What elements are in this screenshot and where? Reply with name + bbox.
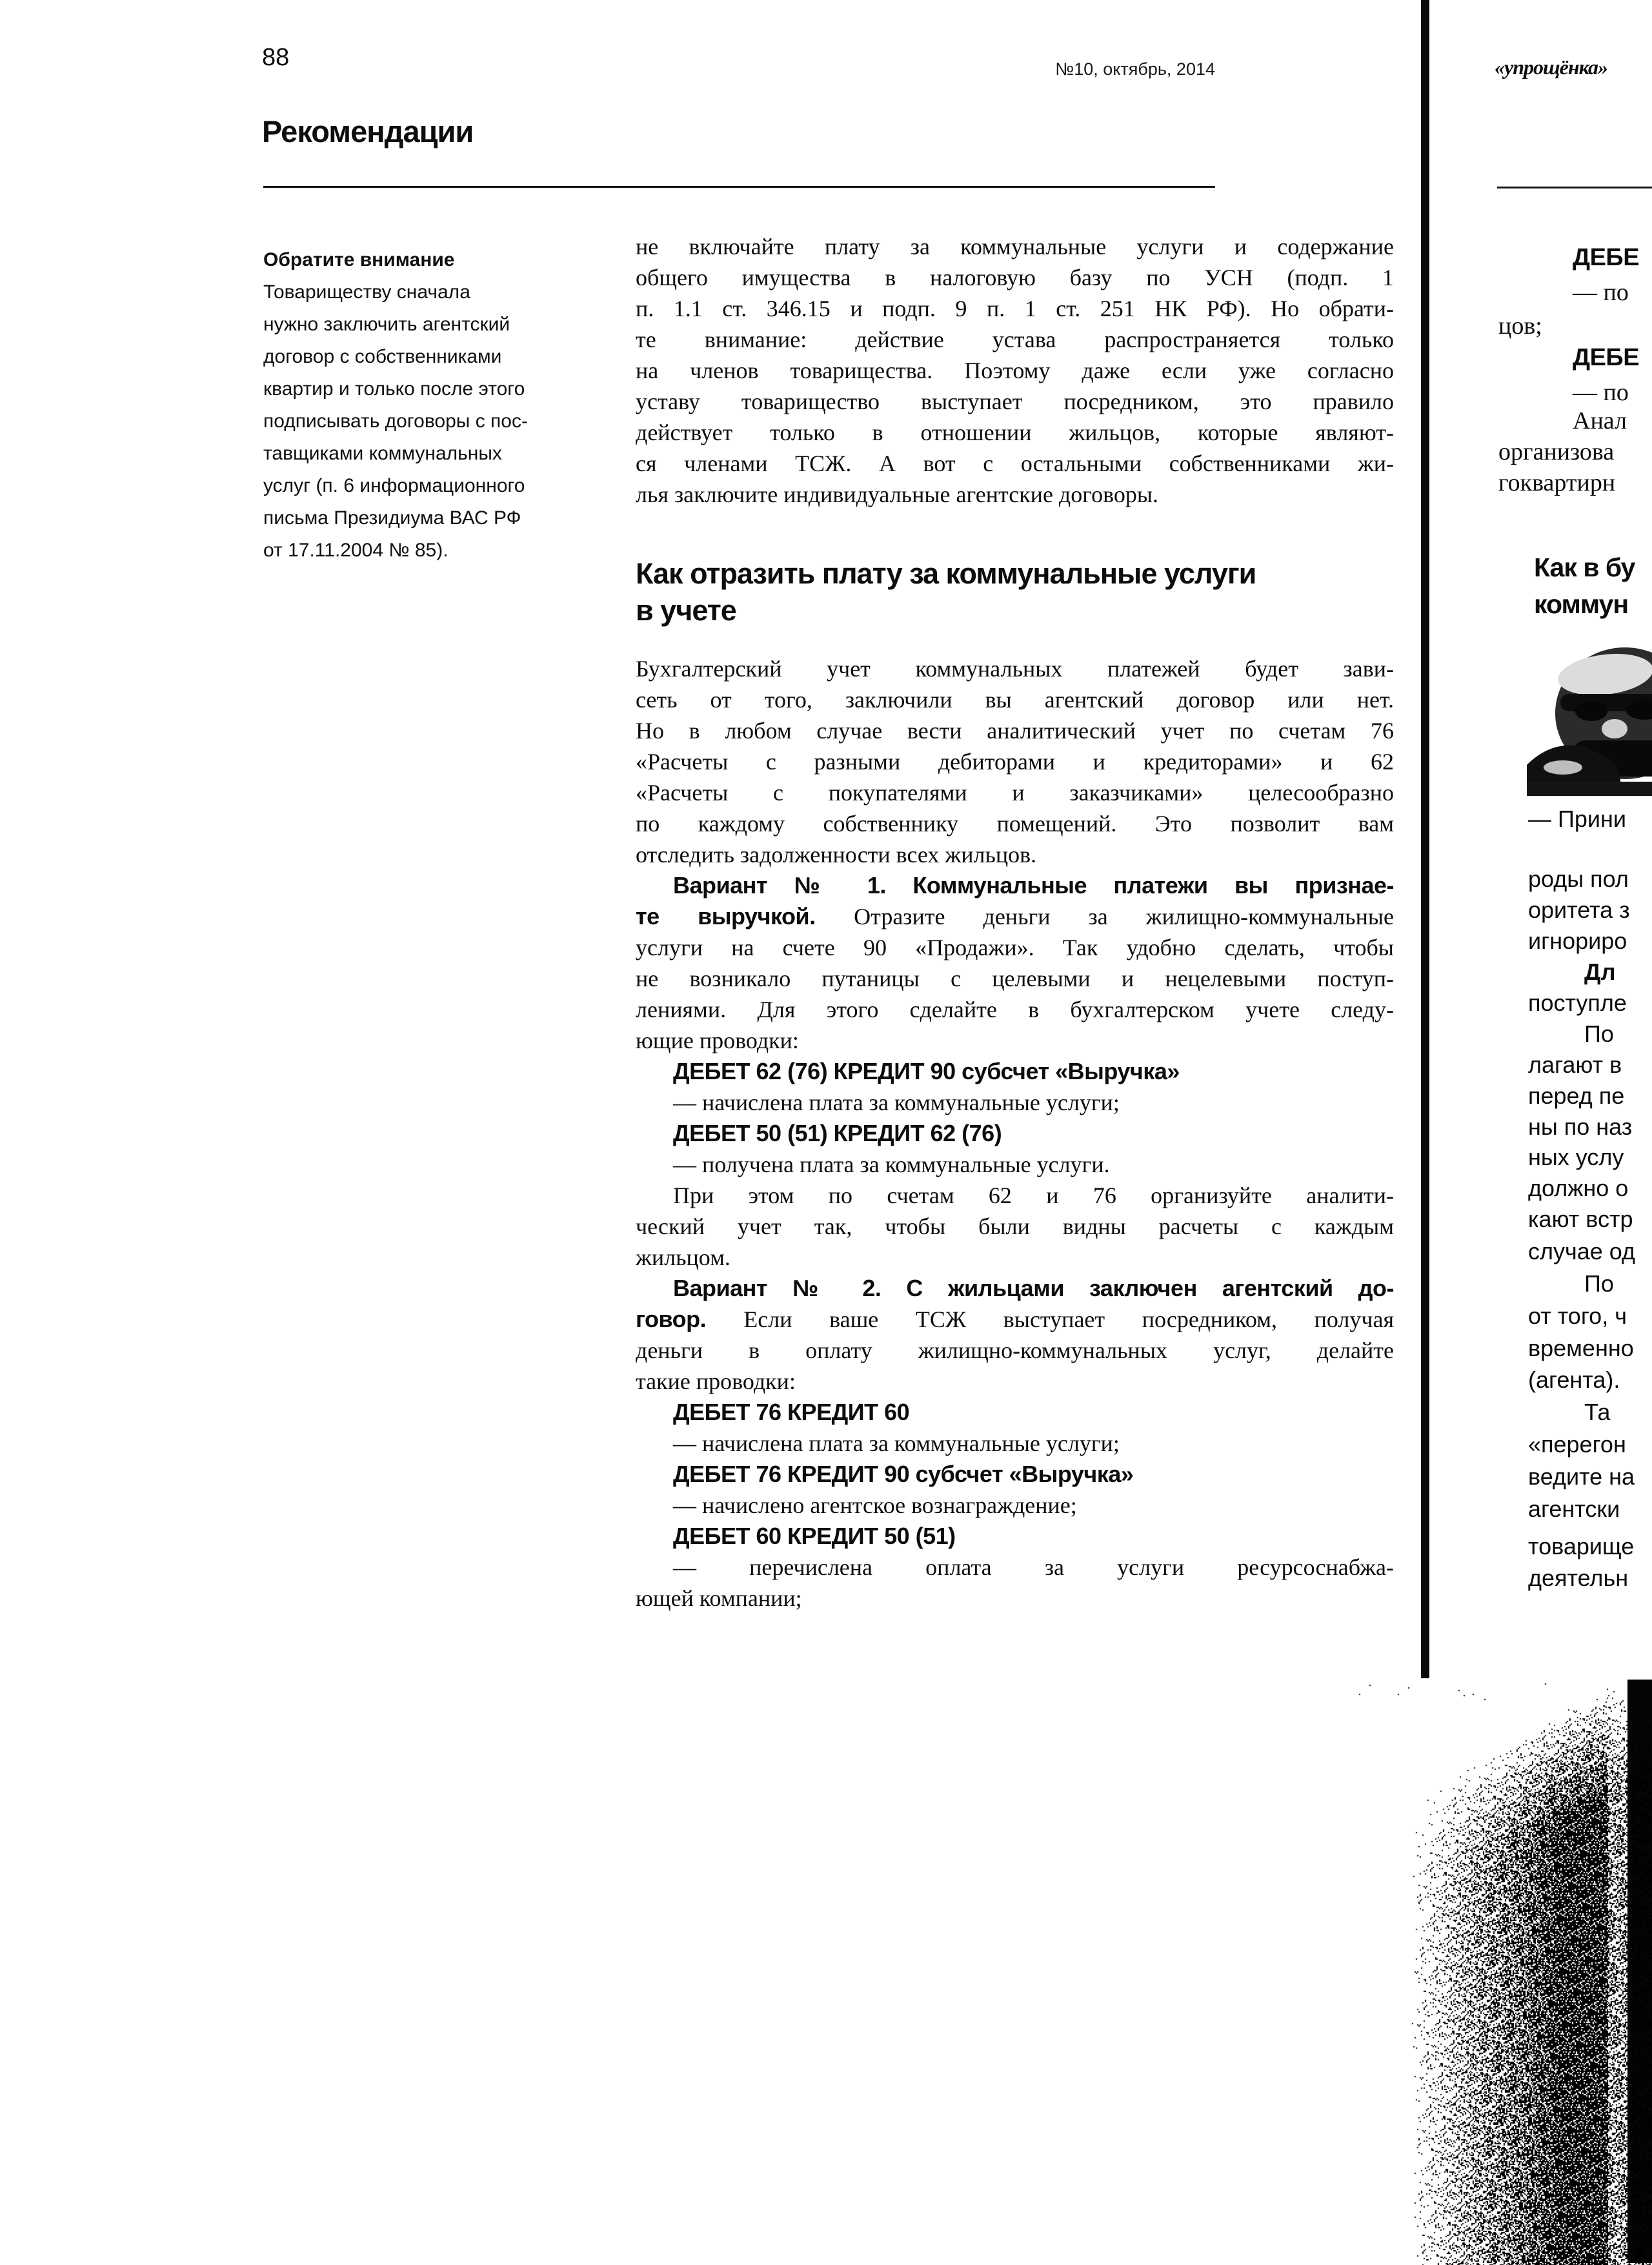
text-line — [636, 1149, 1394, 1180]
clipped-text-line: роды пол — [1528, 866, 1629, 892]
sidebar-note — [263, 244, 634, 567]
text-line — [636, 1180, 1394, 1211]
clipped-text-line: Как в бу — [1534, 553, 1635, 582]
text-line: квартир и только после этого — [263, 378, 525, 400]
text-line — [636, 1273, 1394, 1304]
text-segment: лья заключите индивидуальные агентские договоры. — [636, 482, 1159, 507]
clipped-text-line: Анал — [1573, 407, 1627, 434]
page-gutter-line — [1421, 0, 1429, 1678]
text-line — [636, 1335, 1394, 1366]
text-line — [636, 684, 1394, 715]
sidebar-note-title: Обратите внимание — [263, 249, 455, 270]
clipped-text-line: ных услу — [1528, 1144, 1624, 1170]
text-line — [636, 448, 1394, 479]
text-line — [636, 1056, 1394, 1087]
section-title: Рекомендации — [262, 114, 474, 148]
text-line — [636, 1552, 1394, 1583]
text-line — [636, 231, 1394, 262]
bold-text-segment: ДЕБЕТ 60 КРЕДИТ 50 (51) — [673, 1523, 956, 1549]
text-segment: по каждому собственнику помещений. Это позволит вам — [636, 811, 1394, 837]
clipped-text-line: Дл — [1584, 959, 1616, 985]
clipped-text-line: деятельн — [1528, 1565, 1629, 1591]
clipped-text-line: цов; — [1498, 312, 1542, 340]
clipped-text-line: ны по наз — [1528, 1113, 1633, 1140]
text-line: договор с собственниками — [263, 346, 502, 367]
text-line — [636, 1583, 1394, 1614]
clipped-text-line: (агента). — [1528, 1366, 1620, 1393]
bold-text-segment: Вариант № 1. Коммунальные платежи вы признае- — [673, 872, 1394, 899]
text-line — [636, 1087, 1394, 1118]
text-line — [636, 839, 1394, 870]
clipped-text-line: Та — [1584, 1399, 1611, 1425]
portrait-photo — [1527, 641, 1652, 796]
text-segment: не включайте плату за коммунальные услуги и содержание — [636, 234, 1394, 259]
text-line — [636, 355, 1394, 386]
text-segment: — перечислена оплата за услуги ресурсоснабжа- — [673, 1554, 1394, 1580]
clipped-text-line: — по — [1573, 379, 1629, 406]
text-line — [636, 1025, 1394, 1056]
clipped-text-line: игнориро — [1528, 928, 1627, 954]
text-line — [636, 932, 1394, 963]
text-line — [636, 293, 1394, 324]
text-segment: жильцом. — [636, 1244, 730, 1270]
text-segment: действует только в отношении жильцов, которые являют- — [636, 420, 1394, 445]
clipped-text-line: ведите на — [1528, 1463, 1635, 1490]
clipped-text-line: кают встр — [1528, 1206, 1633, 1232]
clipped-text-line: от того, ч — [1528, 1303, 1627, 1329]
clipped-text-line: товарище — [1528, 1533, 1635, 1559]
text-segment: такие проводки: — [636, 1368, 796, 1394]
text-segment: п. 1.1 ст. 346.15 и подп. 9 п. 1 ст. 251 НК РФ). Но обрати- — [636, 296, 1394, 321]
text-segment: отследить задолженности всех жильцов. — [636, 842, 1037, 868]
text-line: Товариществу сначала — [263, 281, 470, 303]
clipped-text-line: поступле — [1528, 990, 1627, 1016]
bold-text-segment: ДЕБЕТ 62 (76) КРЕДИТ 90 субсчет «Выручка» — [673, 1058, 1180, 1084]
text-line — [636, 963, 1394, 994]
text-line — [636, 1118, 1394, 1149]
text-line — [636, 1459, 1394, 1490]
text-segment: лениями. Для этого сделайте в бухгалтерском учете следу- — [636, 997, 1394, 1022]
header-rule-left — [263, 186, 1215, 188]
text-segment: Если ваше ТСЖ выступает посредником, получая — [743, 1306, 1394, 1332]
text-segment: уставу товарищество выступает посредником, это правило — [636, 389, 1394, 414]
clipped-text-line: лагают в — [1528, 1051, 1622, 1078]
bold-text-segment: ДЕБЕТ 76 КРЕДИТ 90 субсчет «Выручка» — [673, 1461, 1134, 1487]
clipped-text-line: По — [1584, 1021, 1614, 1047]
text-line — [636, 777, 1394, 808]
text-line — [636, 994, 1394, 1025]
text-segment: ющие проводки: — [636, 1028, 799, 1053]
text-line — [636, 262, 1394, 293]
text-segment: «Расчеты с покупателями и заказчиками» целесообразно — [636, 780, 1394, 806]
text-segment: Но в любом случае вести аналитический учет по счетам 76 — [636, 718, 1394, 744]
bold-text-segment: те выручкой. — [636, 903, 854, 929]
text-line: услуг (п. 6 информационного — [263, 475, 525, 496]
text-line — [636, 1304, 1394, 1335]
clipped-text-line: должно о — [1528, 1175, 1629, 1201]
clipped-text-line: временно — [1528, 1335, 1634, 1361]
bold-text-segment: ДЕБЕТ 50 (51) КРЕДИТ 62 (76) — [673, 1120, 1002, 1146]
clipped-text-line: коммун — [1534, 589, 1629, 619]
clipped-text-line: перед пе — [1528, 1082, 1625, 1109]
text-line — [636, 715, 1394, 746]
text-line — [636, 1211, 1394, 1242]
text-line — [636, 1521, 1394, 1552]
text-line: от 17.11.2004 № 85). — [263, 540, 448, 561]
clipped-text-line: — Прини — [1528, 806, 1626, 832]
text-segment: Отразите деньги за жилищно-коммунальные — [854, 904, 1394, 929]
text-line — [636, 1490, 1394, 1521]
clipped-text-line: ДЕБЕ — [1573, 344, 1640, 371]
text-line: тавщиками коммунальных — [263, 443, 502, 464]
text-line: подписывать договоры с пос- — [263, 411, 528, 432]
text-line — [636, 417, 1394, 448]
text-line — [636, 324, 1394, 355]
text-segment: При этом по счетам 62 и 76 организуйте аналити- — [673, 1183, 1394, 1208]
clipped-text-line: — по — [1573, 279, 1629, 306]
text-line — [636, 1366, 1394, 1397]
text-line: в учете — [636, 594, 736, 627]
sidebar-note-body — [263, 276, 634, 567]
issue-info: №10, октябрь, 2014 — [1055, 59, 1215, 79]
text-segment: сеть от того, заключили вы агентский договор или нет. — [636, 687, 1394, 713]
text-segment: — получена плата за коммунальные услуги. — [673, 1152, 1110, 1177]
text-segment: ся членами ТСЖ. А вот с остальными собственниками жи- — [636, 451, 1394, 476]
text-line — [636, 808, 1394, 839]
clipped-text-line: По — [1584, 1270, 1614, 1297]
page-number: 88 — [262, 44, 290, 71]
text-line: письма Президиума ВАС РФ — [263, 507, 521, 529]
text-segment: ющей компании; — [636, 1585, 802, 1611]
text-segment: — начислено агентское вознаграждение; — [673, 1492, 1077, 1518]
portrait-photo-graphic — [1527, 641, 1652, 796]
scan-noise-artifact — [1350, 1674, 1652, 2265]
text-segment: Бухгалтерский учет коммунальных платежей будет зави- — [636, 656, 1394, 682]
text-segment: ческий учет так, чтобы были видны расчеты с каждым — [636, 1214, 1394, 1239]
text-line — [636, 1397, 1394, 1428]
text-line — [636, 1242, 1394, 1273]
text-segment: общего имущества в налоговую базу по УСН (подп. 1 — [636, 265, 1394, 290]
clipped-text-line: агентски — [1528, 1496, 1620, 1522]
clipped-text-line: организова — [1498, 438, 1615, 465]
bold-text-segment: ДЕБЕТ 76 КРЕДИТ 60 — [673, 1399, 910, 1425]
header-rule-right — [1497, 187, 1652, 188]
article-subheading — [636, 555, 1394, 629]
text-line — [636, 870, 1394, 901]
article-main-column — [636, 231, 1394, 1614]
bold-text-segment: Вариант № 2. С жильцами заключен агентский до- — [673, 1275, 1394, 1301]
text-line — [636, 901, 1394, 932]
text-line: нужно заключить агентский — [263, 314, 510, 335]
text-segment: — начислена плата за коммунальные услуги; — [673, 1430, 1120, 1456]
text-line — [636, 1428, 1394, 1459]
text-segment: «Расчеты с разными дебиторами и кредиторами» и 62 — [636, 749, 1394, 775]
text-segment: те внимание: действие устава распространяется только — [636, 327, 1394, 352]
text-segment: на членов товарищества. Поэтому даже если уже согласно — [636, 358, 1394, 383]
clipped-text-line: гоквартирн — [1498, 469, 1616, 496]
clipped-text-line: случае од — [1528, 1238, 1636, 1265]
text-line — [636, 746, 1394, 777]
clipped-text-line: оритета з — [1528, 897, 1630, 923]
bold-text-segment: говор. — [636, 1306, 744, 1332]
text-line — [636, 479, 1394, 510]
clipped-text-line: «перегон — [1528, 1431, 1626, 1458]
clipped-text-line: ДЕБЕ — [1573, 244, 1640, 271]
text-line: Как отразить плату за коммунальные услуги — [636, 557, 1256, 590]
text-segment: — начислена плата за коммунальные услуги; — [673, 1090, 1120, 1115]
text-segment: не возникало путаницы с целевыми и нецелевыми поступ- — [636, 966, 1394, 991]
text-line — [636, 653, 1394, 684]
text-line — [636, 386, 1394, 417]
text-segment: услуги на счете 90 «Продажи». Так удобно сделать, чтобы — [636, 935, 1394, 960]
text-segment: деньги в оплату жилищно-коммунальных услуг, делайте — [636, 1337, 1394, 1363]
magazine-name: «упрощёнка» — [1495, 56, 1608, 79]
